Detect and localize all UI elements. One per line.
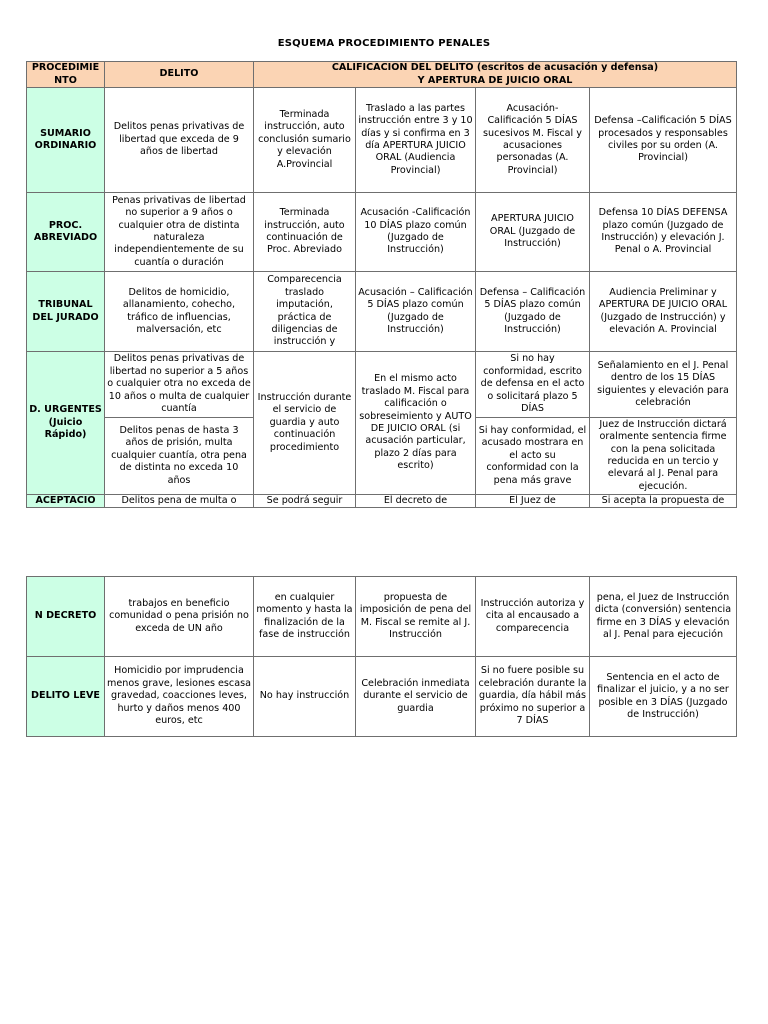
header-procedimiento: PROCEDIMIE NTO (27, 62, 105, 88)
table-header-row (27, 62, 737, 88)
abreviado-step-1: Terminada instrucción, auto continuación de Proc. Abreviado (254, 193, 356, 272)
aceptacion-top-step-3: El Juez de (476, 495, 590, 508)
urgentes-step-3-a: Si no hay conformidad, escrito de defensa en el acto o solicitará plazo 5 DÍAS (476, 352, 590, 418)
procedures-table-page1 (26, 61, 737, 508)
aceptacion-bottom-step-4: pena, el Juez de Instrucción dicta (conversión) sentencia firme en 3 DÍAS y elevación al J. Penal para ejecución (590, 577, 737, 657)
leve-step-2: Celebración inmediata durante el servicio de guardia (356, 657, 476, 737)
sumario-step-1: Terminada instrucción, auto conclusión sumario y elevación A.Provincial (254, 88, 356, 193)
abreviado-step-2: Acusación -Calificación 10 DÍAS plazo común (Juzgado de Instrucción) (356, 193, 476, 272)
delito-aceptacion-top: Delitos pena de multa o (105, 495, 254, 508)
header-calificacion (254, 62, 737, 88)
table-row-aceptacion-top (27, 495, 737, 508)
sumario-step-2: Traslado a las partes instrucción entre 3 y 10 días y si confirma en 3 día APERTURA JUICIO ORAL (Audiencia Provincial) (356, 88, 476, 193)
procedure-aceptacion-bottom: N DECRETO (27, 577, 105, 657)
table-row-jurado (27, 272, 737, 352)
aceptacion-top-step-4: Si acepta la propuesta de (590, 495, 737, 508)
delito-leve: Homicidio por imprudencia menos grave, lesiones escasa gravedad, coacciones leves, hurto y daños menos 400 euros, etc (105, 657, 254, 737)
abreviado-step-3: APERTURA JUICIO ORAL (Juzgado de Instrucción) (476, 193, 590, 272)
header-calificacion-line2: Y APERTURA DE JUICIO ORAL (417, 74, 573, 86)
sumario-step-3: Acusación- Calificación 5 DÍAS sucesivos M. Fiscal y acusaciones personadas (A. Provincial) (476, 88, 590, 193)
document-title: ESQUEMA PROCEDIMIENTO PENALES (277, 38, 491, 49)
procedure-urgentes: D. URGENTES (Juicio Rápido) (27, 352, 105, 495)
delito-sumario: Delitos penas privativas de libertad que exceda de 9 años de libertad (105, 88, 254, 193)
procedure-leve: DELITO LEVE (27, 657, 105, 737)
jurado-step-4: Audiencia Preliminar y APERTURA DE JUICIO ORAL (Juzgado de Instrucción) y elevación A. Provincial (590, 272, 737, 352)
aceptacion-top-step-2: El decreto de (356, 495, 476, 508)
table-row-urgentes-a (27, 352, 737, 418)
urgentes-step-1: Instrucción durante el servicio de guardia y auto continuación procedimiento (254, 352, 356, 495)
delito-aceptacion-bottom: trabajos en beneficio comunidad o pena prisión no exceda de UN año (105, 577, 254, 657)
leve-step-1: No hay instrucción (254, 657, 356, 737)
urgentes-step-4-b: Juez de Instrucción dictará oralmente sentencia firme con la pena solicitada reducida en un tercio y elevará al J. Penal para ejecución. (590, 418, 737, 495)
urgentes-step-4-a: Señalamiento en el J. Penal dentro de los 15 DÍAS siguientes y elevación para celebración (590, 352, 737, 418)
aceptacion-bottom-step-1: en cualquier momento y hasta la finalización de la fase de instrucción (254, 577, 356, 657)
leve-step-4: Sentencia en el acto de finalizar el juicio, y a no ser posible en 3 DÍAS (Juzgado de Instrucción) (590, 657, 737, 737)
header-delito: DELITO (105, 62, 254, 88)
urgentes-step-2: En el mismo acto traslado M. Fiscal para calificación o sobreseimiento y AUTO DE JUICIO ORAL (si acusación particular, plazo 2 días para escrito) (356, 352, 476, 495)
table-row-leve (27, 657, 737, 737)
jurado-step-1: Comparecencia traslado imputación, práctica de diligencias de instrucción y (254, 272, 356, 352)
jurado-step-2: Acusación – Calificación 5 DÍAS plazo común (Juzgado de Instrucción) (356, 272, 476, 352)
abreviado-step-4: Defensa 10 DÍAS DEFENSA plazo común (Juzgado de Instrucción) y elevación J. Penal o A. Provincial (590, 193, 737, 272)
jurado-step-3: Defensa – Calificación 5 DÍAS plazo común (Juzgado de Instrucción) (476, 272, 590, 352)
procedure-sumario: SUMARIO ORDINARIO (27, 88, 105, 193)
table-row-aceptacion-bottom (27, 577, 737, 657)
delito-jurado: Delitos de homicidio, allanamiento, cohecho, tráfico de influencias, malversación, etc (105, 272, 254, 352)
delito-urgentes-a: Delitos penas privativas de libertad no superior a 5 años o cualquier otra no exceda de 10 años o multa de cualquier cuantía (105, 352, 254, 418)
procedure-abreviado: PROC. ABREVIADO (27, 193, 105, 272)
table-row-sumario (27, 88, 737, 193)
sumario-step-4: Defensa –Calificación 5 DÍAS procesados y responsables civiles por su orden (A. Provincial) (590, 88, 737, 193)
procedures-table-page2 (26, 576, 737, 737)
delito-urgentes-b: Delitos penas de hasta 3 años de prisión, multa cualquier cuantía, otra pena de distinta no exceda 10 años (105, 418, 254, 495)
leve-step-3: Si no fuere posible su celebración durante la guardia, día hábil más próximo no superior a 7 DÍAS (476, 657, 590, 737)
aceptacion-top-step-1: Se podrá seguir (254, 495, 356, 508)
header-calificacion-line1: CALIFICACIÓN DEL DELITO (escritos de acusación y defensa) (331, 62, 659, 74)
aceptacion-bottom-step-3: Instrucción autoriza y cita al encausado a comparecencia (476, 577, 590, 657)
table-row-abreviado (27, 193, 737, 272)
aceptacion-bottom-step-2: propuesta de imposición de pena del M. Fiscal se remite al J. Instrucción (356, 577, 476, 657)
procedure-jurado: TRIBUNAL DEL JURADO (27, 272, 105, 352)
procedure-aceptacion-top: ACEPTACIÓ (27, 495, 105, 508)
urgentes-step-3-b: Si hay conformidad, el acusado mostrara en el acto su conformidad con la pena más grave (476, 418, 590, 495)
delito-abreviado: Penas privativas de libertad no superior a 9 años o cualquier otra de distinta naturaleza independientemente de su cuantía o duración (105, 193, 254, 272)
